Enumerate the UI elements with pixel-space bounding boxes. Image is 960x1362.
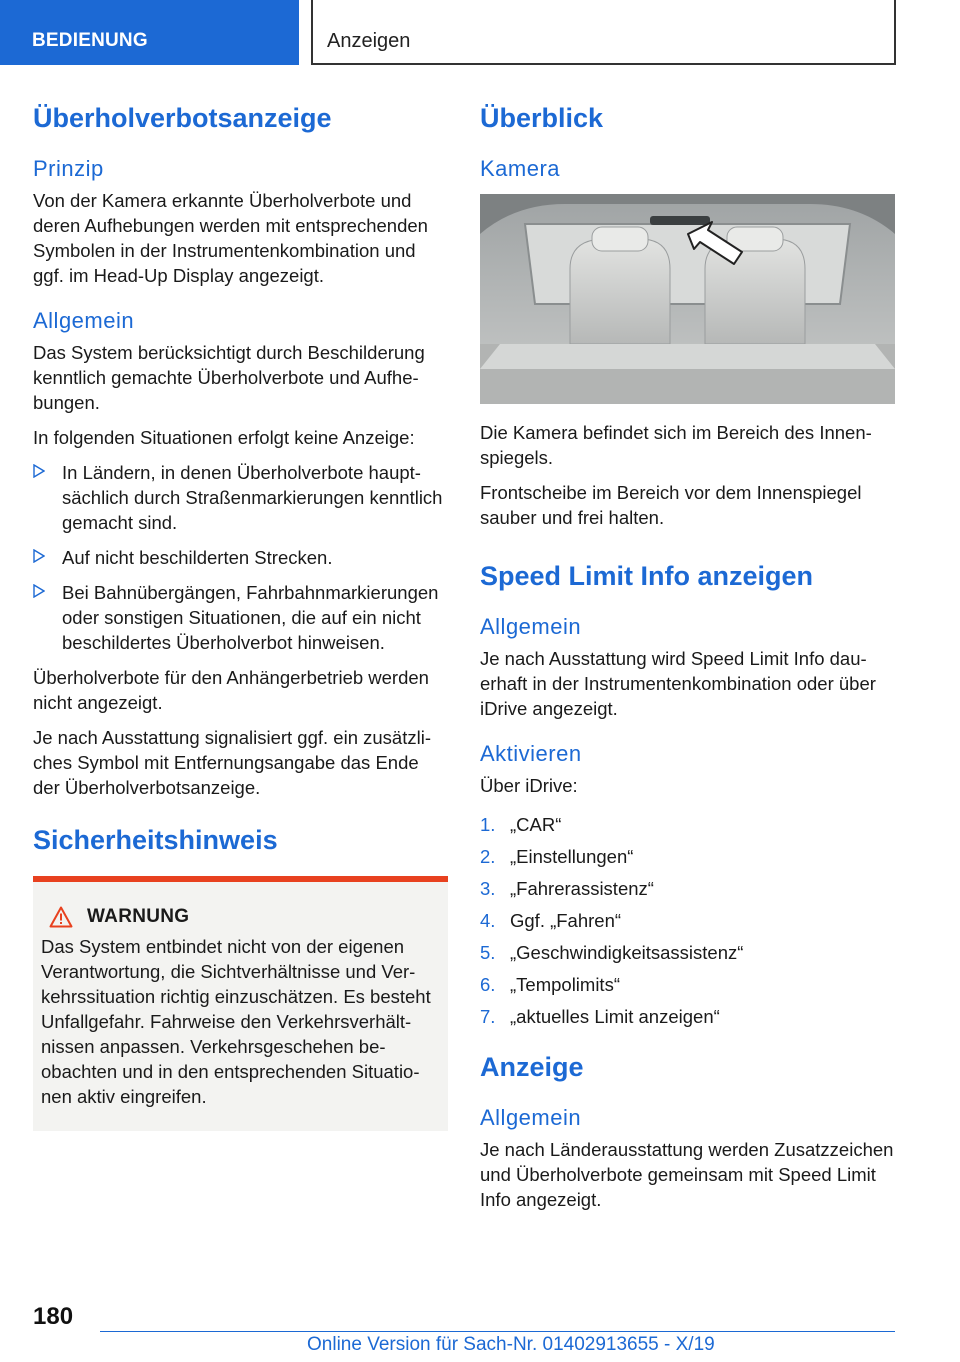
situation-list <box>33 460 448 655</box>
footer-divider <box>100 1331 895 1332</box>
page-number: 180 <box>33 1303 74 1330</box>
step-text: Ggf. „Fahren“ <box>510 910 622 931</box>
warning-header <box>41 906 440 928</box>
step-text: „Tempolimits“ <box>510 974 620 995</box>
list-item-text: Bei Bahnübergängen, Fahrbahnmarkierungen oder sonstigen Situationen, die auf ein nicht beschildertes Überholverbot hinweisen. <box>62 582 439 653</box>
allgemein-text-4: Je nach Ausstattung signalisiert ggf. ein zusätzliches Symbol mit Entfernungsangabe das Ende der Überholverbotsanzeige. <box>33 727 431 798</box>
step-number: 1. <box>480 814 496 835</box>
section-title-anzeige: Anzeige <box>480 1052 584 1082</box>
heading-aktivieren: Aktivieren <box>480 741 582 766</box>
triangle-bullet-icon <box>33 584 45 598</box>
camera-location-image <box>480 194 895 404</box>
warning-triangle-icon <box>49 906 73 928</box>
heading-allgemein: Allgemein <box>33 308 135 333</box>
warning-box <box>33 882 448 1131</box>
list-item <box>33 580 448 655</box>
heading-anzeige-allgemein: Allgemein <box>480 1105 582 1130</box>
step-number: 5. <box>480 942 496 963</box>
step-text: „aktuelles Limit anzeigen“ <box>510 1006 720 1027</box>
triangle-bullet-icon <box>33 464 45 478</box>
kamera-text-2: Frontscheibe im Bereich vor dem Innenspiegel sauber und frei halten. <box>480 482 862 528</box>
step-text: „CAR“ <box>510 814 562 835</box>
kamera-text-1: Die Kamera befindet sich im Bereich des Innenspiegels. <box>480 422 872 468</box>
step-item <box>480 812 895 837</box>
allgemein-text-3: Überholverbote für den Anhängerbetrieb werden nicht angezeigt. <box>33 667 429 713</box>
step-text: „Fahrerassistenz“ <box>510 878 654 899</box>
heading-prinzip: Prinzip <box>33 156 104 181</box>
step-number: 4. <box>480 910 496 931</box>
step-item <box>480 972 895 997</box>
step-number: 6. <box>480 974 496 995</box>
allgemein-text-2: In folgenden Situationen erfolgt keine Anzeige: <box>33 427 415 448</box>
step-item <box>480 844 895 869</box>
speed-allgemein-text: Je nach Ausstattung wird Speed Limit Info dauerhaft in der Instrumentenkombination oder über iDrive angezeigt. <box>480 648 876 719</box>
section-title-ueberholverbot: Überholverbotsanzeige <box>33 103 332 133</box>
list-item <box>33 460 448 535</box>
step-text: „Einstellungen“ <box>510 846 634 867</box>
heading-speed-allgemein: Allgemein <box>480 614 582 639</box>
anzeige-text: Je nach Länderausstattung werden Zusatzzeichen und Überholverbote gemeinsam mit Speed Limit Info angezeigt. <box>480 1139 894 1210</box>
left-column <box>33 100 448 1131</box>
activation-steps <box>480 812 895 1029</box>
step-number: 7. <box>480 1006 496 1027</box>
warning-text: Das System entbindet nicht von der eigenen Verantwortung, die Sichtverhältnisse und Verkehrssituation richtig einzuschätzen. Es besteht Unfallgefahr. Fahrweise den Verkehrsverhältnissen anpassen. Verkehrsgeschehen beobachten und in den entsprechenden Situationen aktiv eingreifen. <box>41 936 431 1107</box>
step-text: „Geschwindigkeitsassistenz“ <box>510 942 744 963</box>
prinzip-text: Von der Kamera erkannte Überholverbote und deren Aufhebungen werden mit entsprechenden Symbolen in der Instrumentenkombination und ggf. im Head-Up Display angezeigt. <box>33 190 428 286</box>
step-item <box>480 1004 895 1029</box>
step-item <box>480 940 895 965</box>
header-chapter-tab: Anzeigen <box>311 0 896 65</box>
header-section-tab: BEDIENUNG <box>0 0 299 65</box>
speed-allgemein-block <box>480 612 895 721</box>
triangle-bullet-icon <box>33 549 45 563</box>
step-number: 2. <box>480 846 496 867</box>
list-item-text: Auf nicht beschilderten Strecken. <box>62 547 333 568</box>
step-number: 3. <box>480 878 496 899</box>
allgemein-text-1: Das System berücksichtigt durch Beschilderung kenntlich gemachte Überholverbote und Aufhebungen. <box>33 342 425 413</box>
prinzip-block <box>33 154 448 288</box>
step-item <box>480 908 895 933</box>
heading-kamera: Kamera <box>480 156 561 181</box>
list-item <box>33 545 448 570</box>
section-title-sicherheitshinweis: Sicherheitshinweis <box>33 825 278 855</box>
section-title-ueberblick: Überblick <box>480 103 604 133</box>
list-item-text: In Ländern, in denen Überholverbote hauptsächlich durch Straßenmarkierungen kenntlich gemacht sind. <box>62 462 443 533</box>
allgemein-block <box>33 306 448 800</box>
step-item <box>480 876 895 901</box>
section-title-speed-limit: Speed Limit Info anzeigen <box>480 561 814 591</box>
aktivieren-intro: Über iDrive: <box>480 775 578 796</box>
right-column <box>480 100 895 1222</box>
warning-label: WARNUNG <box>87 906 190 927</box>
footer-online-version: Online Version für Sach-Nr. 01402913655 - X/19 <box>307 1334 715 1355</box>
